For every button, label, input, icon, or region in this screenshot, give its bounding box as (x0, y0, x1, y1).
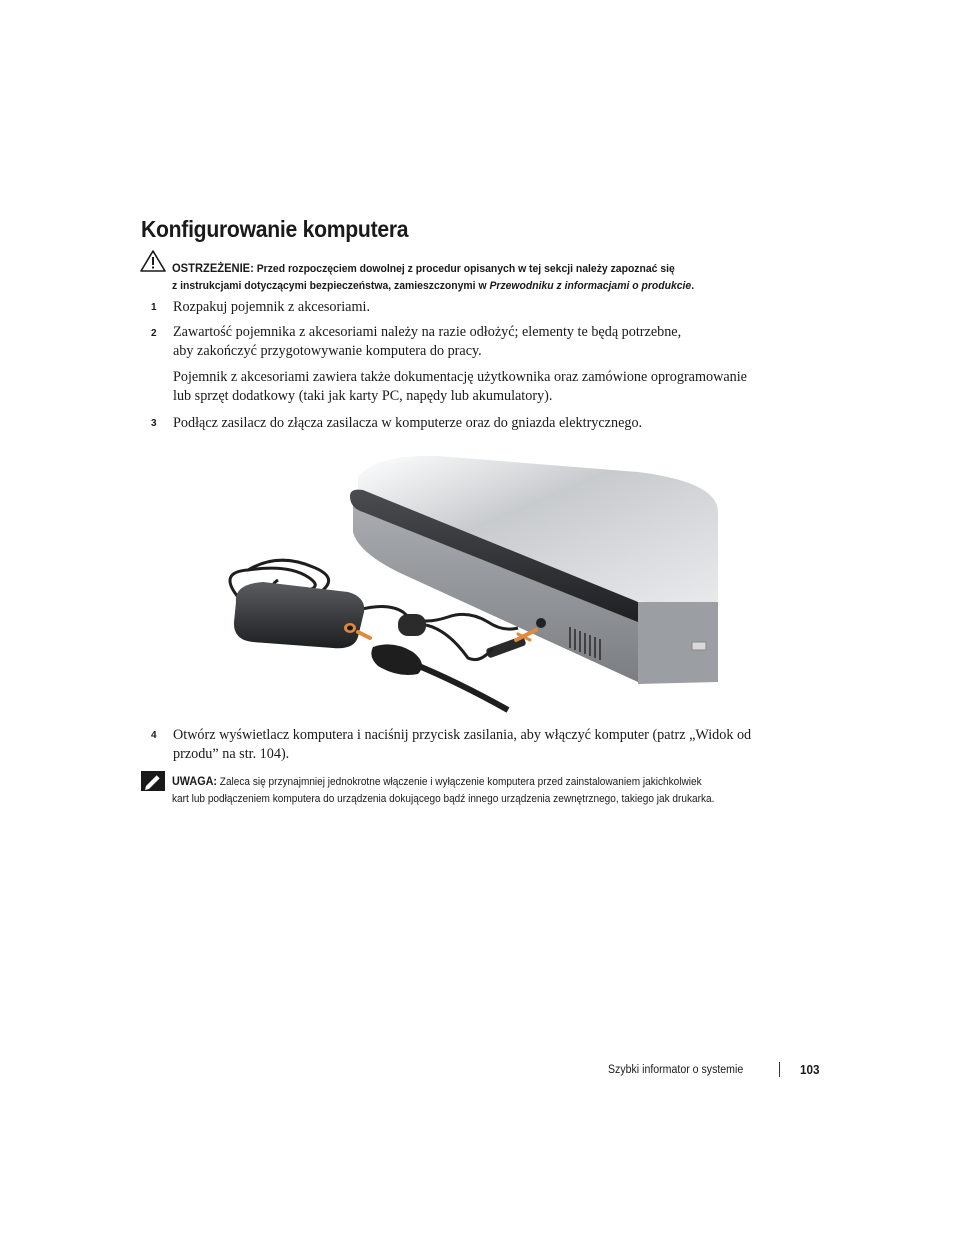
step-text: Podłącz zasilacz do złącza zasilacza w komputerze oraz do gniazda elektrycznego. (173, 415, 643, 431)
step-text-line: lub sprzęt dodatkowy (taki jak karty PC, napędy lub akumulatory). (173, 388, 553, 404)
step-text-line: aby zakończyć przygotowywanie komputera do pracy. (173, 343, 482, 359)
step-text-line: przodu” na str. 104). (173, 746, 290, 762)
warning-period: . (691, 280, 695, 292)
note-text-line1: Zaleca się przynajmniej jednokrotne włączenie i wyłączenie komputera przed zainstalowaniem jakichkolwiek (219, 776, 702, 788)
page-number: 103 (800, 1062, 820, 1077)
page-title: Konfigurowanie komputera (141, 216, 409, 242)
footer-section-title: Szybki informator o systemie (608, 1064, 744, 1076)
footer-divider (779, 1062, 780, 1077)
warning-text-line1: Przed rozpoczęciem dowolnej z procedur opisanych w tej sekcji należy zapoznać się (256, 263, 675, 275)
step-text-line: Zawartość pojemnika z akcesoriami należy na razie odłożyć; elementy te będą potrzebne, (173, 324, 682, 340)
step-subparagraph (173, 368, 833, 406)
step-number: 2 (151, 328, 157, 339)
step-number: 4 (151, 730, 157, 741)
step-text: Rozpakuj pojemnik z akcesoriami. (173, 299, 370, 315)
step-text (173, 726, 833, 764)
warning-label: OSTRZEŻENIE: (172, 261, 254, 275)
step-number: 1 (151, 302, 157, 313)
laptop-power-adapter-illustration (218, 452, 718, 717)
warning-block (172, 260, 767, 295)
pencil-note-icon (141, 771, 165, 791)
guide-title: Przewodniku z informacjami o produkcie (489, 280, 692, 292)
step-number: 3 (151, 418, 157, 429)
warning-text-line2: z instrukcjami dotyczącymi bezpieczeństwa, zamieszczonymi w (172, 280, 487, 292)
note-block (172, 773, 766, 808)
step-text-line: Pojemnik z akcesoriami zawiera także dokumentację użytkownika oraz zamówione oprogramowanie (173, 369, 747, 385)
step-text (173, 323, 813, 361)
note-label: UWAGA: (172, 774, 217, 788)
step-text-line: Otwórz wyświetlacz komputera i naciśnij przycisk zasilania, aby włączyć komputer (patrz „Widok od (173, 727, 752, 743)
warning-triangle-icon (140, 250, 166, 272)
note-text-line2: kart lub podłączeniem komputera do urządzenia dokującego bądź innego urządzenia zewnętrznego, takiego jak drukarka. (172, 793, 715, 805)
